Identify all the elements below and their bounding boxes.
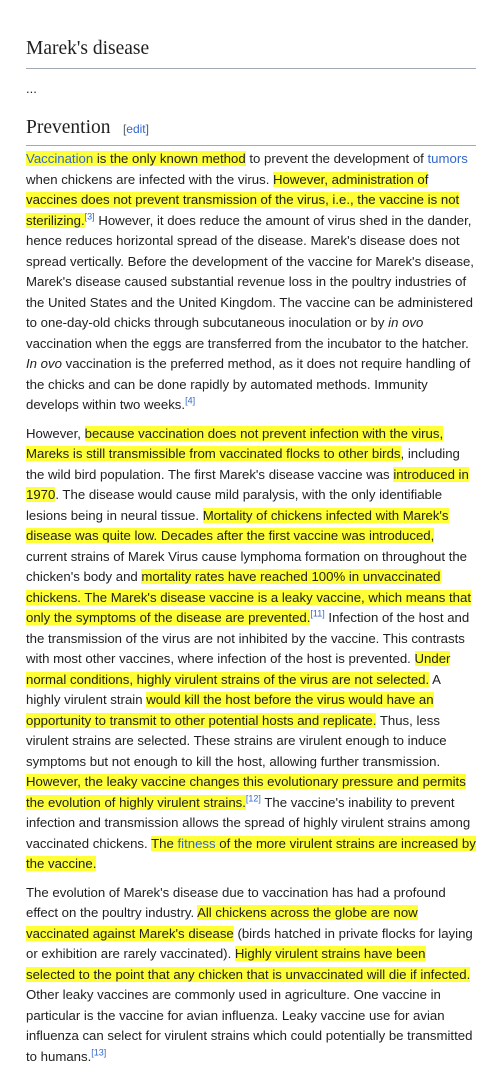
paragraph-2	[26, 424, 476, 875]
body-text: However,	[26, 426, 85, 441]
edit-bracket-open: [	[123, 122, 126, 136]
highlighted-text: All chickens across the globe are now vaccinated against Marek's disease	[26, 905, 418, 941]
body-text: Infection of the host and the transmission of the virus are not inhibited by the vaccine. This contrasts with most other vaccines, where infection of the host is prevented.	[26, 610, 469, 666]
body-text: vaccination is the preferred method, as it does not require handling of the chicks and can be done rapidly by automated methods. Immunity develops within two weeks.	[26, 356, 470, 412]
body-text: to prevent the development of	[246, 151, 428, 166]
highlighted-text: introduced in 1970	[26, 467, 469, 503]
body-text: However, it does reduce the amount of virus shed in the dander, hence reduces horizontal spread of the disease. Marek's disease does not spread vertically. Before the development of the vaccine for Marek's disease, Marek's disease caused substantial revenue loss in the poultry industries of the United States and the United Kingdom. The vaccine can be administered to one-day-old chicks through subcutaneous inoculation or by	[26, 213, 474, 331]
fitness-link[interactable]: fitness	[178, 836, 216, 851]
body-text: The evolution of Marek's disease due to vaccination has had a profound effect on the poultry industry.	[26, 885, 446, 921]
highlighted-text: Under normal conditions, highly virulent strains of the virus are not selected.	[26, 651, 450, 687]
body-text: (birds hatched in private flocks for laying or exhibition are rarely vaccinated).	[26, 926, 473, 962]
highlighted-text: would kill the host before the virus would have an opportunity to transmit to other potential hosts and replicate.	[26, 692, 434, 728]
edit-section-link[interactable]: edit	[126, 122, 145, 136]
reference-3[interactable]	[85, 211, 95, 221]
body-text: A highly virulent strain	[26, 672, 440, 708]
italic-text: in ovo	[388, 315, 423, 330]
collapsed-content-ellipsis: ...	[26, 81, 476, 97]
highlighted-text: mortality rates have reached 100% in unvaccinated chickens. The Marek's disease vaccine is a leaky vaccine, which means that only the symptoms of the disease are prevented.	[26, 569, 471, 625]
italic-text: In ovo	[26, 356, 62, 371]
reference-link[interactable]: [4]	[185, 396, 195, 406]
body-text: current strains of Marek Virus cause lymphoma formation on throughout the chicken's body and	[26, 549, 467, 585]
page-title: Marek's disease	[26, 36, 476, 69]
highlighted-text: However, administration of vaccines does not prevent transmission of the virus, i.e., the vaccine is not sterilizing.	[26, 172, 459, 228]
body-text: vaccination when the eggs are transferred from the incubator to the hatcher.	[26, 336, 469, 351]
reference-link[interactable]: [11]	[310, 609, 324, 619]
tumors-link[interactable]: tumors	[428, 151, 468, 166]
reference-13[interactable]	[91, 1047, 106, 1057]
highlighted-text: However, the leaky vaccine changes this evolutionary pressure and permits the evolution of highly virulent strains.	[26, 774, 466, 810]
vaccination-link[interactable]: Vaccination	[26, 151, 93, 166]
reference-link[interactable]: [12]	[246, 793, 261, 803]
highlighted-text: The	[151, 836, 177, 851]
body-text: The vaccine's inability to prevent infection and transmission allows the spread of highly virulent strains among vaccinated chickens.	[26, 795, 470, 851]
reference-link[interactable]: [13]	[91, 1047, 106, 1057]
body-text: . The disease would cause mild paralysis, with the only identifiable lesions being in neural tissue.	[26, 487, 442, 523]
body-text: when chickens are infected with the virus.	[26, 172, 273, 187]
reference-12[interactable]	[246, 793, 261, 803]
reference-11[interactable]	[310, 609, 324, 619]
highlighted-text: is the only known method	[93, 151, 245, 166]
body-text: , including the wild bird population. The first Marek's disease vaccine was	[26, 446, 460, 482]
body-text: Other leaky vaccines are commonly used in agriculture. One vaccine in particular is the vaccine for avian influenza. Leaky vaccine use for avian influenza can select for virulent strains which could potentially be transmitted to humans.	[26, 987, 472, 1064]
highlighted-text: of the more virulent strains are increased by the vaccine.	[26, 836, 476, 872]
highlighted-text: Highly virulent strains have been selected to the point that any chicken that is unvaccinated will die if infected.	[26, 946, 470, 982]
edit-bracket-close: ]	[146, 122, 149, 136]
reference-4[interactable]	[185, 396, 195, 406]
paragraph-3	[26, 883, 476, 1067]
edit-section	[123, 122, 149, 136]
reference-link[interactable]: [3]	[85, 211, 95, 221]
section-title: Prevention	[26, 117, 110, 138]
section-heading	[26, 115, 476, 146]
highlighted-text: because vaccination does not prevent infection with the virus, Mareks is still transmissible from vaccinated flocks to other birds	[26, 426, 443, 462]
paragraph-1	[26, 149, 476, 416]
body-text: Thus, less virulent strains are selected. These strains are virulent enough to induce symptoms but not enough to kill the host, allowing further transmission.	[26, 713, 447, 769]
highlighted-text: Mortality of chickens infected with Marek's disease was quite low. Decades after the first vaccine was introduced,	[26, 508, 449, 544]
